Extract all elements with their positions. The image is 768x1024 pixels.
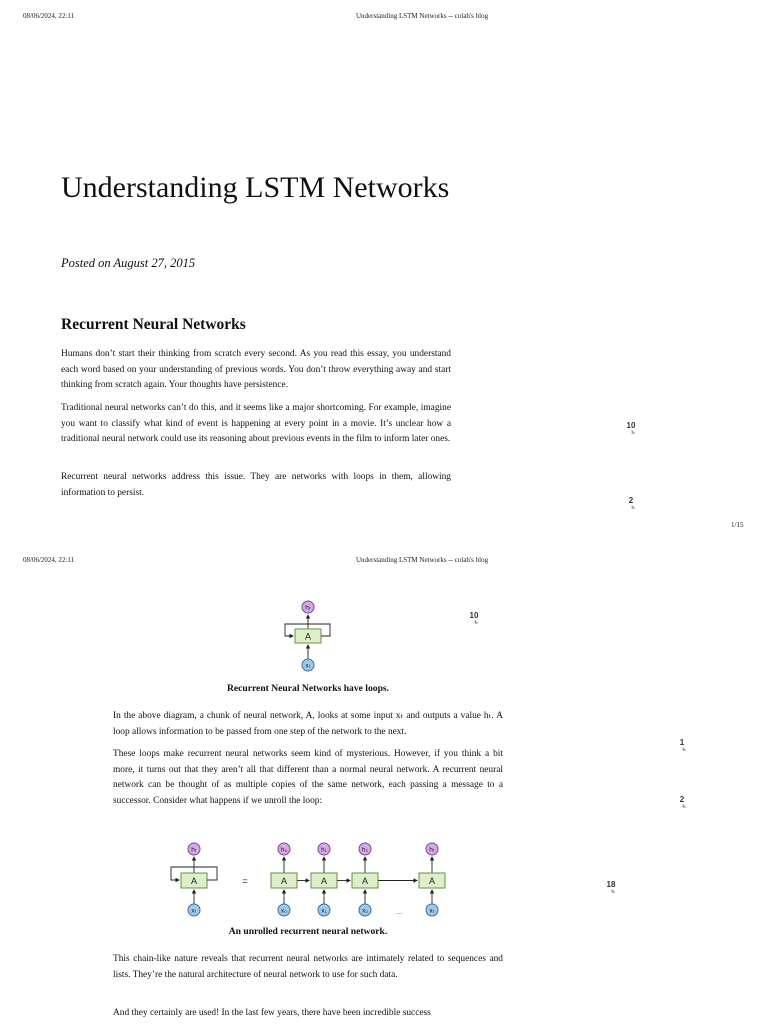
- paragraph: This chain-like nature reveals that recurrent neural networks are intimately related to sequences and lists. They’re the natural architecture of neural network to use for such data.: [113, 954, 503, 980]
- pin-icon: ◣: [631, 504, 636, 510]
- svg-text:hₜ: hₜ: [191, 846, 197, 854]
- pin-icon: ◣: [631, 429, 636, 435]
- page-number: 1/15: [731, 521, 744, 529]
- output-label: h₀: [280, 846, 288, 854]
- count-value: 18: [606, 880, 616, 889]
- count-value: 2: [628, 496, 634, 505]
- page1-header-datetime: 08/06/2024, 22:11: [23, 12, 75, 20]
- output-label: hₜ: [429, 846, 435, 854]
- cell-label: A: [428, 876, 436, 886]
- pin-icon: ◣: [474, 619, 479, 625]
- cell-label: A: [361, 876, 369, 886]
- input-label: xₜ: [305, 662, 311, 670]
- page2-header-datetime: 08/06/2024, 22:11: [23, 556, 75, 564]
- paragraph: These loops make recurrent neural networks seem kind of mysterious. However, if you think a bit more, it turns out that they aren’t all that different than a normal neural network. A recurrent neural network can be thought of as multiple copies of the same network, each passing a message to a successor. Consider what happens if we unroll the loop:: [113, 749, 503, 806]
- svg-text:xₜ: xₜ: [191, 907, 197, 915]
- cell-label: A: [304, 631, 312, 642]
- page2-header-title: Understanding LSTM Networks -- colah's blog: [356, 556, 489, 564]
- pin-icon: ◣: [611, 888, 616, 894]
- count-value: 10: [626, 421, 636, 430]
- page1-header-title: Understanding LSTM Networks -- colah's blog: [356, 12, 489, 20]
- post-date: Posted on August 27, 2015: [61, 256, 196, 270]
- paragraph: Humans don’t start their thinking from scratch every second. As you read this essay, you understand each word based on your understanding of previous words. You don’t throw everything away and start thinking from scratch again. Your thoughts have persistence.: [61, 349, 451, 391]
- output-label: h₂: [361, 846, 369, 854]
- equals-sign: =: [242, 876, 248, 886]
- pin-icon: ◣: [682, 746, 687, 752]
- unrolled-rnn-diagram: [166, 838, 456, 920]
- article-title: Understanding LSTM Networks: [61, 171, 450, 204]
- paragraph: In the above diagram, a chunk of neural network, A, looks at some input xₜ and outputs a value hₜ. A loop allows information to be passed from one step of the network to the next.: [113, 711, 503, 737]
- comment-count-badge[interactable]: [672, 738, 692, 752]
- rnn-loop-diagram: [280, 598, 336, 674]
- input-label: xₜ: [429, 907, 435, 915]
- count-value: 2: [679, 795, 685, 804]
- comment-count-badge[interactable]: [464, 611, 484, 625]
- paragraph: Recurrent neural networks address this issue. They are networks with loops in them, allowing information to persist.: [61, 472, 451, 498]
- paragraph: Traditional neural networks can’t do this, and it seems like a major shortcoming. For example, imagine you want to classify what kind of event is happening at every point in a movie. It’s unclear how a traditional neural network could use its reasoning about previous events in the film to inform later ones.: [61, 403, 451, 445]
- input-label: x₀: [281, 907, 287, 915]
- count-value: 1: [679, 738, 685, 747]
- cell-label: A: [320, 876, 328, 886]
- count-value: 10: [469, 611, 479, 620]
- cell-label: A: [280, 876, 288, 886]
- comment-count-badge[interactable]: [621, 421, 641, 435]
- output-label: hₜ: [305, 604, 311, 612]
- ellipsis: ...: [395, 907, 403, 916]
- section-heading: Recurrent Neural Networks: [61, 316, 246, 333]
- svg-text:A: A: [190, 876, 198, 886]
- input-label: x₂: [362, 907, 368, 915]
- input-label: x₁: [321, 907, 327, 915]
- pin-icon: ◣: [682, 803, 687, 809]
- comment-count-badge[interactable]: [621, 496, 641, 510]
- figure-caption: Recurrent Neural Networks have loops.: [226, 683, 390, 694]
- output-label: h₁: [321, 846, 327, 854]
- paragraph: And they certainly are used! In the last few years, there have been incredible success: [113, 1008, 431, 1018]
- figure-caption: An unrolled recurrent neural network.: [228, 926, 388, 937]
- comment-count-badge[interactable]: [601, 880, 621, 894]
- comment-count-badge[interactable]: [672, 795, 692, 809]
